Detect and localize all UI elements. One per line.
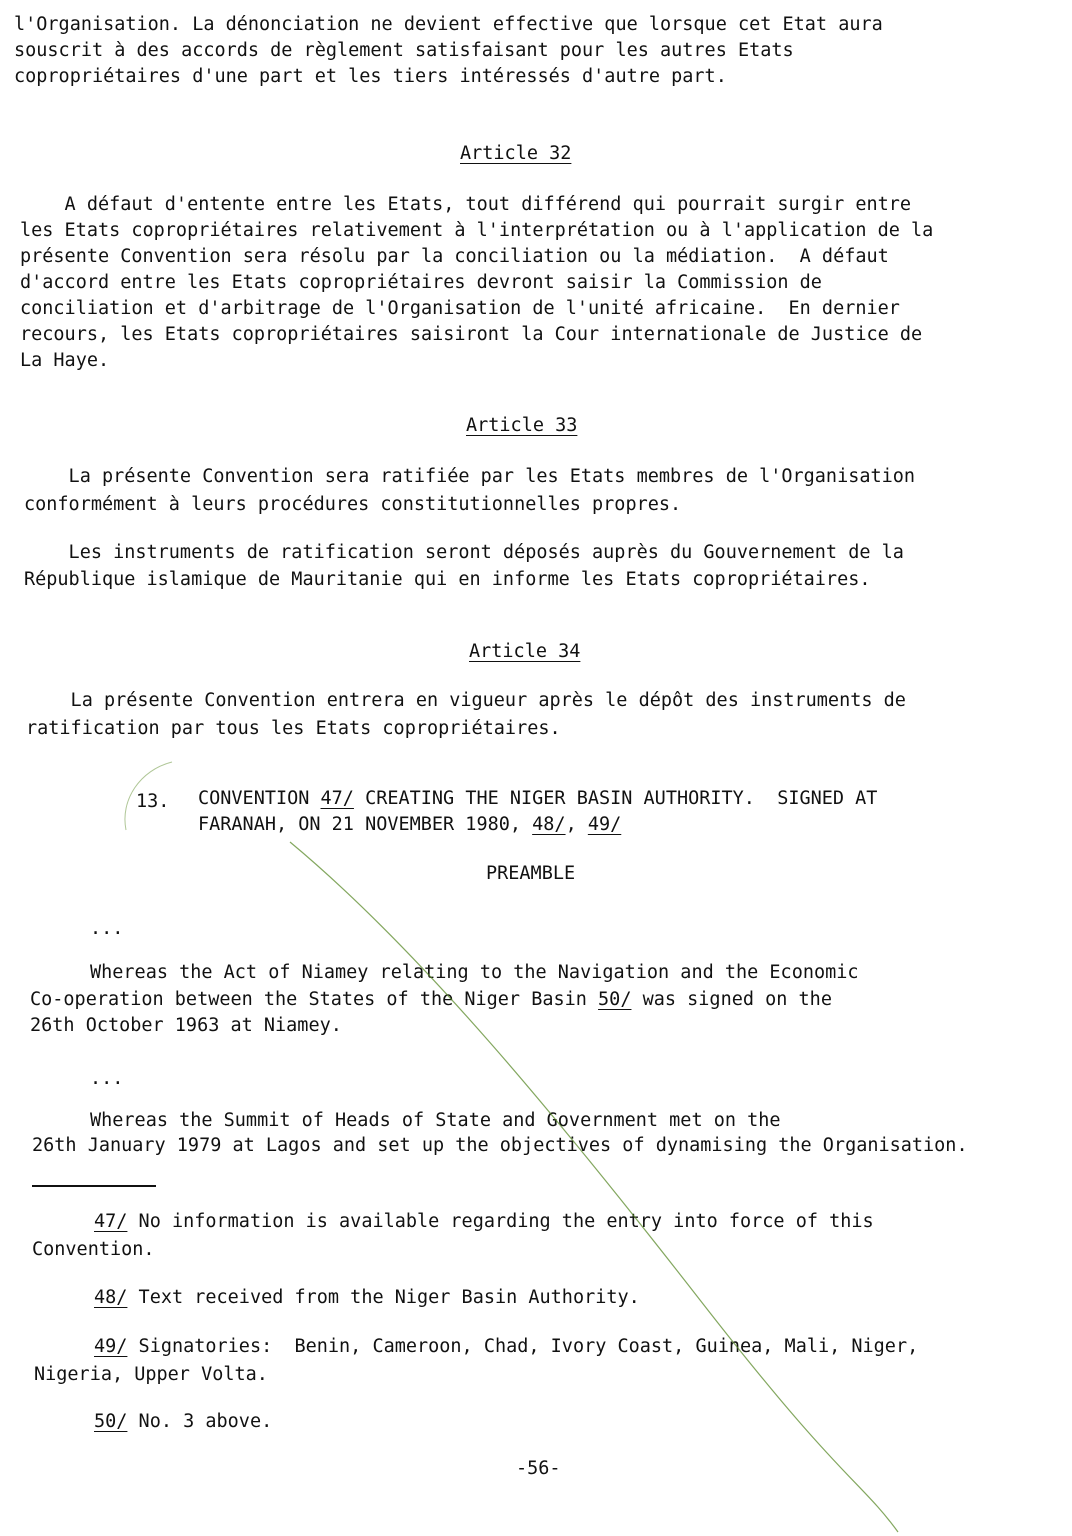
footnote-ref-50: 50/ (598, 989, 632, 1010)
footnote-marker: 49/ (94, 1336, 128, 1357)
article-32-line: La Haye. (20, 350, 110, 371)
intro-line-2: souscrit à des accords de règlement satisfaisant pour les autres Etats (14, 40, 794, 61)
whereas-2-line-2: 26th January 1979 at Lagos and set up the objectives of dynamising the Organisation. (32, 1135, 968, 1156)
footnote-48 (94, 1287, 640, 1308)
whereas-text: was signed on the (631, 989, 832, 1010)
title-text: FARANAH, ON 21 NOVEMBER 1980, (198, 814, 533, 835)
section-number: 13. (136, 791, 170, 812)
preamble-heading: PREAMBLE (486, 863, 576, 884)
footnote-separator (32, 1185, 156, 1187)
footnote-49 (94, 1336, 918, 1357)
section-title-line-1 (198, 788, 877, 809)
whereas-text: Co-operation between the States of the Niger Basin (30, 989, 599, 1010)
article-33-para-1-line: conformément à leurs procédures constitutionnelles propres. (24, 494, 682, 515)
whereas-1-line-2 (30, 989, 832, 1010)
article-33-para-2-line: République islamique de Mauritanie qui en informe les Etats copropriétaires. (24, 569, 871, 590)
page-number: -56- (516, 1458, 561, 1479)
article-33-para-2-line: Les instruments de ratification seront déposés auprès du Gouvernement de la (24, 542, 904, 563)
footnote-ref-49: 49/ (587, 814, 622, 835)
footnote-47 (94, 1211, 874, 1232)
ellipsis: ... (90, 918, 124, 939)
article-33-heading: Article 33 (466, 415, 578, 436)
whereas-2-line-1: Whereas the Summit of Heads of State and Government met on the (90, 1110, 781, 1131)
footnote-text: No information is available regarding the entry into force of this (127, 1211, 874, 1232)
article-32-line: recours, les Etats copropriétaires saisiront la Cour internationale de Justice de (20, 324, 923, 345)
article-32-line: d'accord entre les Etats copropriétaires devront saisir la Commission de (20, 272, 822, 293)
article-32-line: conciliation et d'arbitrage de l'Organisation de l'unité africaine. En dernier (20, 298, 900, 319)
title-text: CREATING THE NIGER BASIN AUTHORITY. SIGNED AT (353, 788, 878, 809)
intro-line-1: l'Organisation. La dénonciation ne devient effective que lorsque cet Etat aura (14, 14, 883, 35)
article-34-line: La présente Convention entrera en vigueur après le dépôt des instruments de (26, 690, 906, 711)
footnote-47-continuation: Convention. (32, 1239, 155, 1260)
section-title-line-2 (198, 814, 621, 835)
footnote-49-continuation: Nigeria, Upper Volta. (34, 1364, 268, 1385)
article-32-heading: Article 32 (460, 143, 572, 164)
separator-comma: , (565, 814, 588, 835)
footnote-marker: 50/ (94, 1411, 128, 1432)
article-34-heading: Article 34 (469, 641, 581, 662)
whereas-1-line-3: 26th October 1963 at Niamey. (30, 1015, 342, 1036)
article-32-line: présente Convention sera résolu par la conciliation ou la médiation. A défaut (20, 246, 889, 267)
footnote-text: No. 3 above. (127, 1411, 273, 1432)
footnote-marker: 47/ (94, 1211, 128, 1232)
whereas-1-line-1: Whereas the Act of Niamey relating to the Navigation and the Economic (90, 962, 859, 983)
article-32-line: les Etats copropriétaires relativement à l'interprétation ou à l'application de la (20, 220, 934, 241)
article-34-line: ratification par tous les Etats copropriétaires. (26, 718, 561, 739)
title-text: CONVENTION (198, 788, 321, 809)
pen-stroke-diagonal (290, 842, 898, 1532)
footnote-marker: 48/ (94, 1287, 128, 1308)
ellipsis: ... (90, 1068, 124, 1089)
footnote-text: Signatories: Benin, Cameroon, Chad, Ivory Coast, Guinea, Mali, Niger, (127, 1336, 919, 1357)
article-33-para-1-line: La présente Convention sera ratifiée par les Etats membres de l'Organisation (24, 466, 916, 487)
intro-line-3: copropriétaires d'une part et les tiers intéressés d'autre part. (14, 66, 727, 87)
article-32-line: A défaut d'entente entre les Etats, tout différend qui pourrait surgir entre (20, 194, 912, 215)
footnote-ref-48: 48/ (532, 814, 566, 835)
footnote-text: Text received from the Niger Basin Authority. (127, 1287, 640, 1308)
footnote-ref-47: 47/ (320, 788, 354, 809)
footnote-50 (94, 1411, 272, 1432)
